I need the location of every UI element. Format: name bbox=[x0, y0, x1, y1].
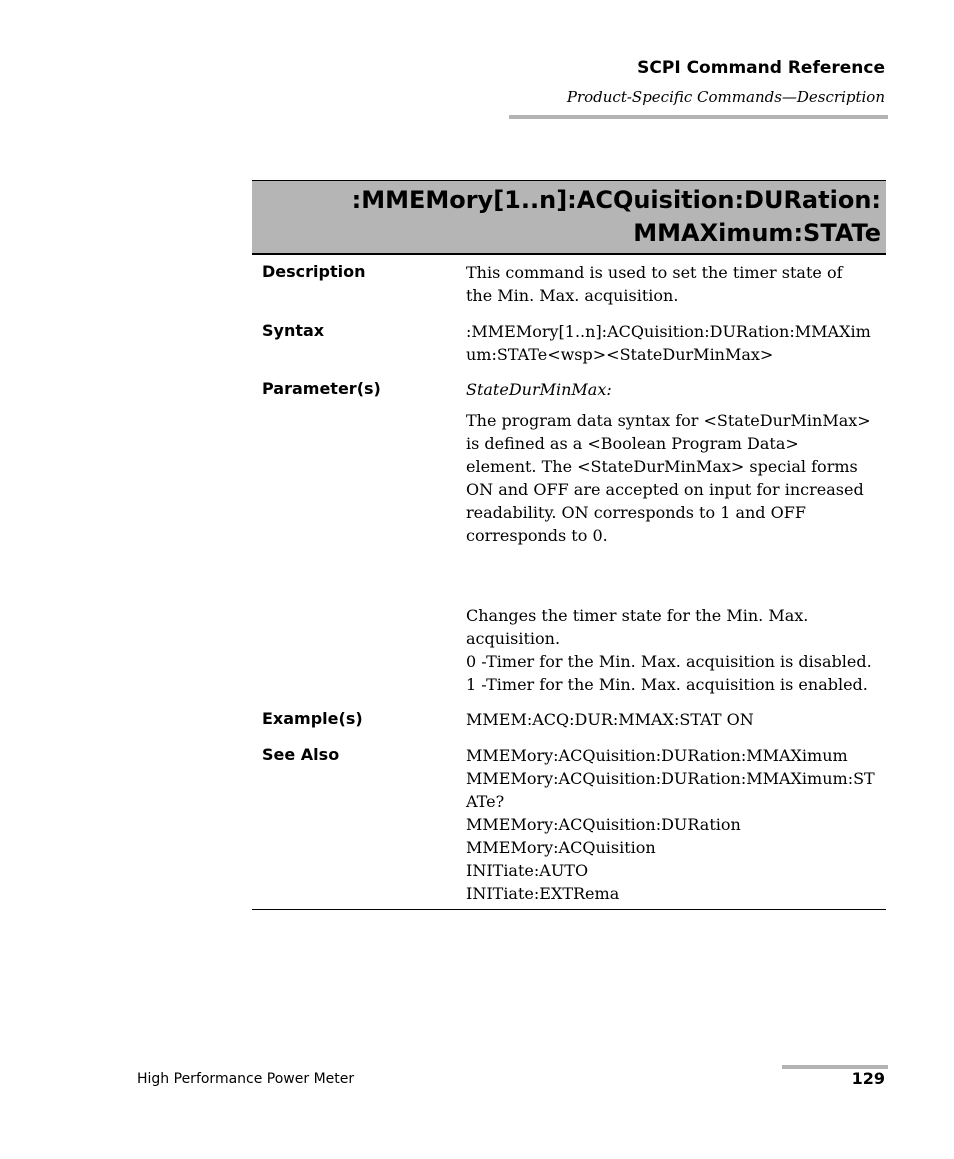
description-text bbox=[466, 261, 886, 307]
section-bottom-rule bbox=[252, 909, 886, 910]
see-also-item: MMEMory:ACQuisition bbox=[466, 838, 656, 857]
see-also-item: INITiate:EXTRema bbox=[466, 884, 620, 903]
parameter-line: element. The <StateDurMinMax> special forms bbox=[466, 457, 858, 476]
footer-product-name: High Performance Power Meter bbox=[137, 1071, 355, 1087]
parameter-name: StateDurMinMax: bbox=[466, 380, 612, 399]
parameter-effect bbox=[466, 604, 886, 696]
description-line: the Min. Max. acquisition. bbox=[466, 286, 679, 305]
parameter-description bbox=[466, 409, 886, 547]
page-number: 129 bbox=[851, 1069, 885, 1088]
command-title-line-2: MMAXimum:STATe bbox=[633, 219, 881, 247]
parameter-effect-line: Changes the timer state for the Min. Max. bbox=[466, 606, 809, 625]
examples-label: Example(s) bbox=[262, 709, 363, 728]
command-title bbox=[352, 184, 881, 250]
syntax-line: :MMEMory[1..n]:ACQuisition:DURation:MMAXim bbox=[466, 322, 871, 341]
parameter-line: corresponds to 0. bbox=[466, 526, 608, 545]
command-title-line-1: :MMEMory[1..n]:ACQuisition:DURation: bbox=[351, 186, 881, 214]
see-also-item: MMEMory:ACQuisition:DURation:MMAXimum bbox=[466, 746, 848, 765]
parameter-line: readability. ON corresponds to 1 and OFF bbox=[466, 503, 806, 522]
description-line: This command is used to set the timer state of bbox=[466, 263, 843, 282]
command-title-banner bbox=[252, 180, 886, 255]
parameter-effect-line: 1 -Timer for the Min. Max. acquisition is enabled. bbox=[466, 675, 868, 694]
example-line: MMEM:ACQ:DUR:MMAX:STAT ON bbox=[466, 710, 754, 729]
syntax-text bbox=[466, 320, 886, 366]
see-also-label: See Also bbox=[262, 745, 340, 764]
syntax-label: Syntax bbox=[262, 321, 325, 340]
parameter-line: is defined as a <Boolean Program Data> bbox=[466, 434, 799, 453]
see-also-item: MMEMory:ACQuisition:DURation bbox=[466, 815, 741, 834]
see-also-item: ATe? bbox=[466, 792, 505, 811]
header-rule bbox=[509, 115, 888, 119]
syntax-line: um:STATe<wsp><StateDurMinMax> bbox=[466, 345, 774, 364]
see-also-item: INITiate:AUTO bbox=[466, 861, 589, 880]
running-header-subtitle: Product-Specific Commands—Description bbox=[566, 88, 885, 106]
see-also-list bbox=[466, 744, 886, 905]
parameter-line: ON and OFF are accepted on input for increased bbox=[466, 480, 864, 499]
parameter-effect-line: acquisition. bbox=[466, 629, 561, 648]
description-label: Description bbox=[262, 262, 366, 281]
see-also-item: MMEMory:ACQuisition:DURation:MMAXimum:ST bbox=[466, 769, 875, 788]
running-header-title: SCPI Command Reference bbox=[637, 58, 885, 78]
parameter-line: The program data syntax for <StateDurMinMax> bbox=[466, 411, 871, 430]
examples-text bbox=[466, 708, 886, 731]
parameters-label: Parameter(s) bbox=[262, 379, 381, 398]
parameter-effect-line: 0 -Timer for the Min. Max. acquisition is disabled. bbox=[466, 652, 872, 671]
